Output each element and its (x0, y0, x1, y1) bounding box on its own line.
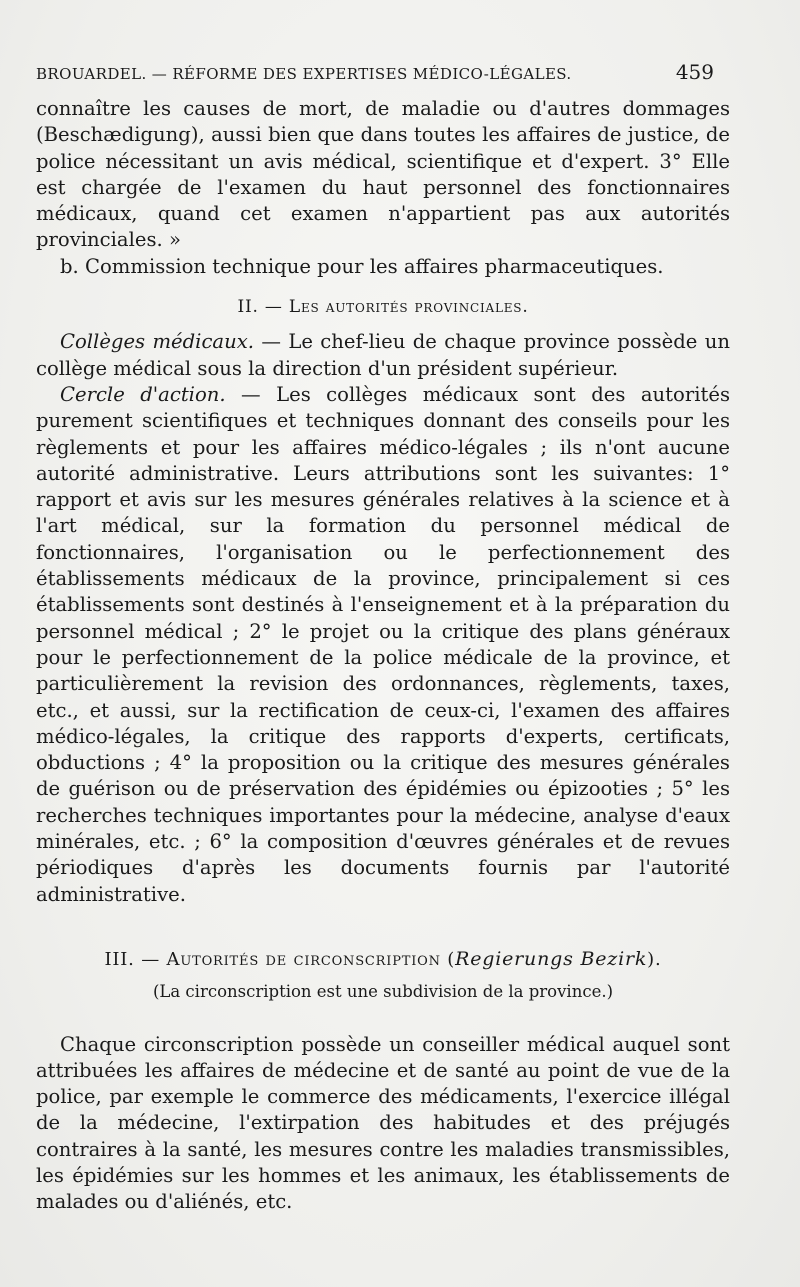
paragraph-medical-colleges (36, 329, 730, 382)
section-heading-district-authorities (36, 946, 730, 973)
paragraph-scope-of-action (36, 382, 730, 908)
paragraph-continued: connaître les causes de mort, de maladie ou d'autres dommages (Beschædigung), aussi bien que dans toutes les affaires de justice, de police nécessitant un avis médical, scientifique et d'expert. 3° Elle est chargée de l'examen du haut personnel des fonctionnaires médicaux, quand cet examen n'appartient pas aux autorités provinciales. » (36, 97, 730, 252)
running-title: BROUARDEL. — RÉFORME DES EXPERTISES MÉDICO-LÉGALES. (36, 65, 572, 83)
page-number: 459 (675, 60, 714, 84)
section-heading-provincial-authorities: II. — Les autorités provinciales. (237, 297, 529, 318)
page-body (36, 96, 730, 1216)
running-header (36, 60, 714, 84)
paragraph-pharmaceutical-commission: b. Commission technique pour les affaires pharmaceutiques. (60, 254, 664, 278)
paragraph-lead-scope-of-action: Cercle d'action. (60, 382, 226, 406)
paragraph-lead-medical-colleges: Collèges médicaux. (60, 330, 255, 354)
district-note: (La circonscription est une subdivision de la province.) (152, 982, 614, 1002)
paragraph-text-scope-of-action: — Les collèges médicaux sont des autorités purement scientifiques et techniques donnant des conseils pour les règlements et pour les affaires médico-légales ; ils n'ont aucune autorité administrative. Leurs attributions sont les suivantes: 1° rapport et avis sur les mesures générales relatives à la science et à l'art médical, sur la formation du personnel médical de fonctionnaires, l'organisation ou le perfectionnement des établissements médicaux de la province, principalement si ces établissements sont destinés à l'enseignement et à la préparation du personnel médical ; 2° le projet ou la critique des plans généraux pour le perfectionnement de la police médicale de la province, et particulièrement la revision des ordonnances, règlements, taxes, etc., et aussi, sur la rectification de ceux-ci, l'examen des affaires médico-légales, la critique des rapports d'experts, certificats, obductions ; 4° la proposition ou la critique des mesures générales de guérison ou de préservation des épidémies ou épizooties ; 5° les recherches techniques importantes pour la médecine, analyse d'eaux minérales, etc. ; 6° la composition d'œuvres générales et de revues périodiques d'après les documents fournis par l'autorité administrative. (36, 382, 731, 906)
paragraph-medical-counselor: Chaque circonscription possède un conseiller médical auquel sont attribuées les affaires de médecine et de santé au point de vue de la police, par exemple le commerce des médicaments, l'exercice illégal de la médecine, l'extirpation des habitudes et des préjugés contraires à la santé, les mesures contre les maladies transmissibles, les épidémies sur les hommes et les animaux, les établissements de malades ou d'aliénés, etc. (36, 1032, 730, 1214)
heading-end: ). (647, 948, 662, 970)
heading-italic: Regierungs Bezirk (455, 947, 648, 970)
heading-text: III. — Autorités de circonscription ( (104, 948, 456, 970)
paragraph-text-medical-colleges: — Le chef-lieu de chaque province possède un collège médical sous la direction d'un président supérieur. (36, 330, 730, 380)
